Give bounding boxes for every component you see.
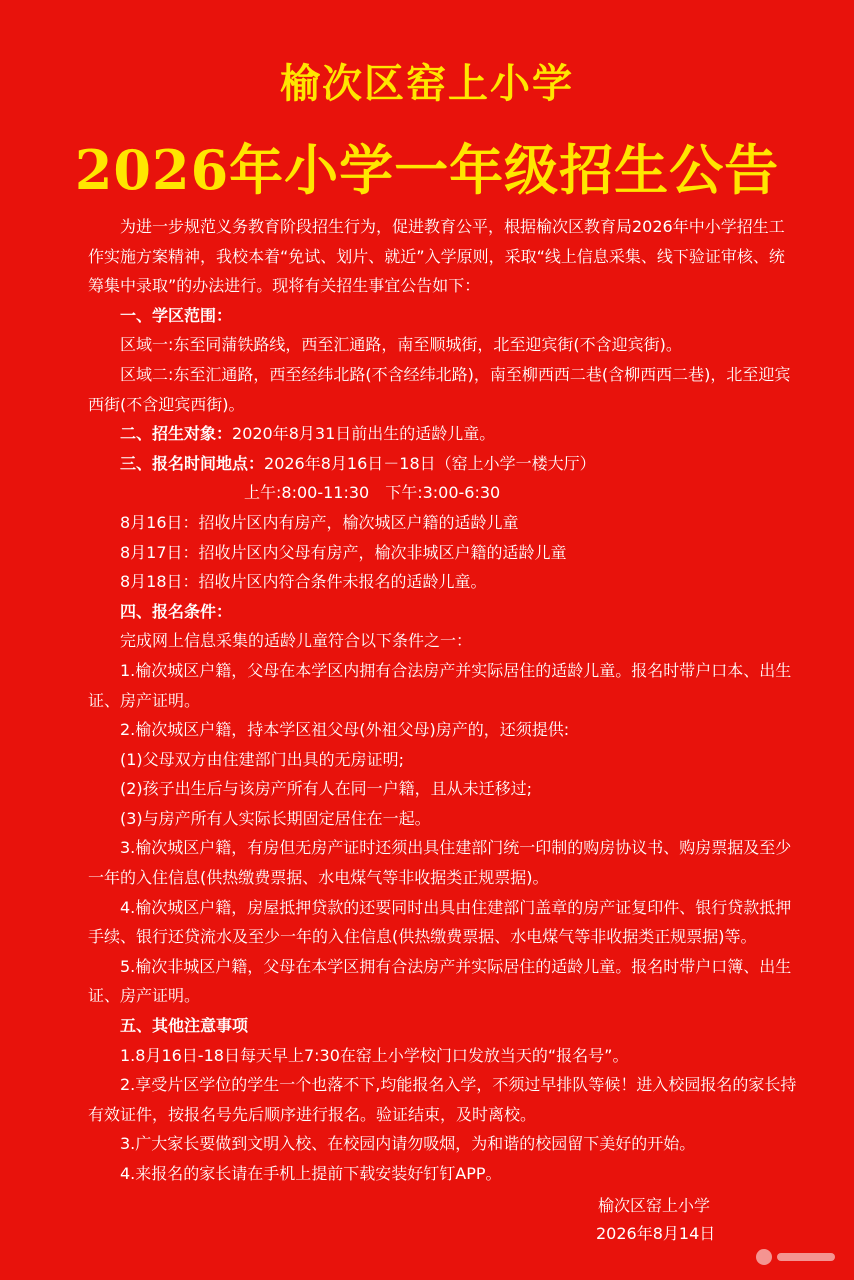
signature-date: 2026年8月14日 xyxy=(596,1224,716,1243)
condition-item: 2.榆次城区户籍，持本学区祖父母(外祖父母)房产的，还须提供: xyxy=(120,720,570,740)
watermark-icon xyxy=(756,1249,772,1265)
note-item: 1.8月16日-18日每天早上7:30在窑上小学校门口发放当天的“报名号”。 xyxy=(120,1045,629,1065)
condition-item: 1.榆次城区户籍，父母在本学区内拥有合法房产并实际居住的适龄儿童。报名时带户口本、出生证、房产证明。 xyxy=(88,660,792,710)
district-zone-2: 区域二:东至汇通路，西至经纬北路(不含经纬北路)，南至柳西西二巷(含柳西西二巷)，北至迎宾西街(不含迎宾西街)。 xyxy=(88,364,791,414)
condition-subitem: (3)与房产所有人实际长期固定居住在一起。 xyxy=(120,808,431,828)
conditions-lead: 完成网上信息采集的适龄儿童符合以下条件之一： xyxy=(120,631,473,651)
section-heading-target: 二、招生对象： xyxy=(120,424,233,444)
note-item: 3.广大家长要做到文明入校、在校园内请勿吸烟，为和谐的校园留下美好的开始。 xyxy=(120,1134,696,1154)
registration-hours: 上午:8:00-11:30 下午:3:00-6:30 xyxy=(244,483,501,503)
intro-paragraph: 为进一步规范义务教育阶段招生行为，促进教育公平，根据榆次区教育局2026年中小学招生工作实施方案精神，我校本着“免试、划片、就近”入学原则，采取“线上信息采集、线下验证审核、统筹集中录取”的办法进行。现将有关招生事宜公告如下： xyxy=(88,217,785,296)
signature-block xyxy=(596,1192,796,1248)
section-heading-time: 三、报名时间地点： xyxy=(120,453,265,473)
condition-item: 3.榆次城区户籍，有房但无房产证时还须出具住建部门统一印制的购房协议书、购房票据及至少一年的入住信息(供热缴费票据、水电煤气等非收据类正规票据)。 xyxy=(88,838,792,888)
note-item: 4.来报名的家长请在手机上提前下载安装好钉钉APP。 xyxy=(120,1164,502,1183)
condition-subitem: (2)孩子出生后与该房产所有人在同一户籍，且从未迁移过; xyxy=(120,779,533,799)
target-text: 2020年8月31日前出生的适龄儿童。 xyxy=(232,424,496,444)
schedule-day-3: 8月18日：招收片区内符合条件未报名的适龄儿童。 xyxy=(120,572,487,592)
condition-item: 5.榆次非城区户籍，父母在本学区拥有合法房产并实际居住的适龄儿童。报名时带户口簿、出生证、房产证明。 xyxy=(88,956,792,1006)
section-heading-district: 一、学区范围： xyxy=(120,305,233,325)
school-name: 榆次区窑上小学 xyxy=(280,61,574,107)
section-enrollment-target xyxy=(88,419,800,449)
section-heading-conditions: 四、报名条件： xyxy=(120,601,233,621)
announcement-body xyxy=(88,212,800,1189)
schedule-day-1: 8月16日：招收片区内有房产，榆次城区户籍的适龄儿童 xyxy=(120,512,519,532)
condition-item: 4.榆次城区户籍，房屋抵押贷款的还要同时出具由住建部门盖章的房产证复印件、银行贷款抵押手续、银行还贷流水及至少一年的入住信息(供热缴费票据、水电煤气等非收据类正规票据)等。 xyxy=(88,897,792,947)
section-heading-notes: 五、其他注意事项 xyxy=(120,1016,249,1036)
page-title: 2026年小学一年级招生公告 xyxy=(74,138,780,202)
district-zone-1: 区域一:东至同蒲铁路线，西至汇通路，南至顺城街，北至迎宾街(不含迎宾街)。 xyxy=(120,335,682,355)
registration-date-place: 2026年8月16日－18日（窑上小学一楼大厅） xyxy=(264,453,596,473)
condition-subitem: (1)父母双方由住建部门出具的无房证明; xyxy=(120,749,405,769)
watermark-logo xyxy=(756,1246,842,1268)
note-item: 2.享受片区学位的学生一个也落不下,均能报名入学，不须过早排队等候！进入校园报名的家长持有效证件，按报名号先后顺序进行报名。验证结束，及时离校。 xyxy=(88,1075,797,1124)
watermark-text-mark xyxy=(777,1253,835,1261)
signature-school: 榆次区窑上小学 xyxy=(598,1196,711,1215)
section-registration-time xyxy=(88,449,800,479)
schedule-day-2: 8月17日：招收片区内父母有房产，榆次非城区户籍的适龄儿童 xyxy=(120,542,567,562)
